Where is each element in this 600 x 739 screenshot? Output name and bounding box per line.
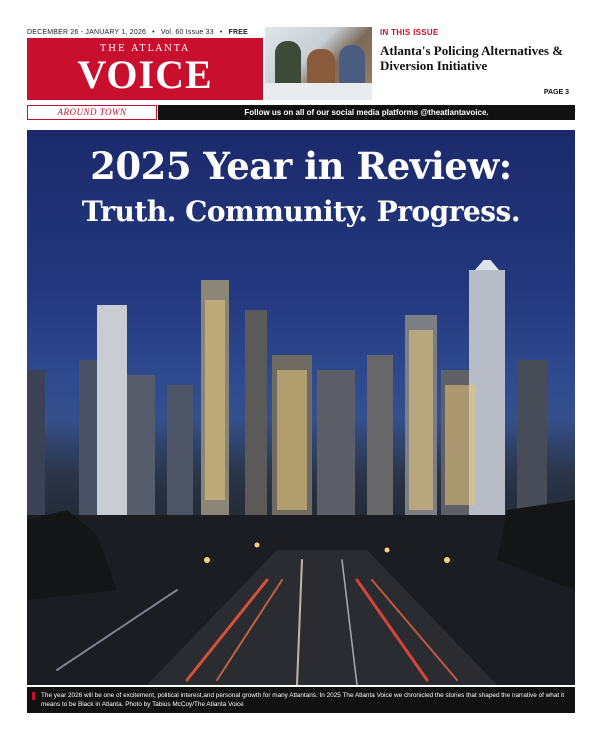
masthead-meta: [27, 27, 263, 37]
logo-top-text: THE ATLANTA: [100, 44, 190, 54]
logo-name: VOICE: [77, 52, 213, 97]
teaser-photo[interactable]: [265, 27, 372, 100]
issue-date: DECEMBER 26 - JANUARY 1, 2026: [27, 28, 147, 36]
social-bar: Follow us on all of our social media platforms @theatlantavoice.: [158, 105, 575, 120]
skyline-illustration: [27, 260, 575, 685]
teaser-page-ref: PAGE 3: [543, 89, 569, 96]
publication-logo[interactable]: [27, 38, 263, 100]
issue-price: FREE: [228, 28, 248, 36]
caption-marker: [32, 692, 35, 700]
photo-caption: [27, 687, 575, 713]
teaser-kicker: IN THIS ISSUE: [380, 28, 439, 37]
separator-dot: •: [219, 28, 223, 36]
hero-image: [27, 130, 575, 685]
headline: 2025 Year in Review:: [90, 144, 512, 188]
section-tag: AROUND TOWN: [27, 105, 157, 120]
subheadline: Truth. Community. Progress.: [81, 195, 521, 228]
teaser-block[interactable]: [380, 28, 575, 100]
issue-volume: Vol. 60 Issue 33: [160, 28, 214, 36]
caption-text: The year 2026 will be one of excitement, political interest,and personal growth for many Atlantans. In 2025 The Atlanta Voice we chronicled the stories that shaped the narrative of what it means to be Black in Atlanta. Photo by Tabius McCoy/The Atlanta Voice: [41, 692, 565, 708]
separator-dot: •: [152, 28, 155, 36]
table-surface: [265, 83, 372, 100]
teaser-title[interactable]: Atlanta's Policing Alternatives & Diversion Initiative: [380, 43, 564, 73]
person-figure: [275, 41, 301, 87]
